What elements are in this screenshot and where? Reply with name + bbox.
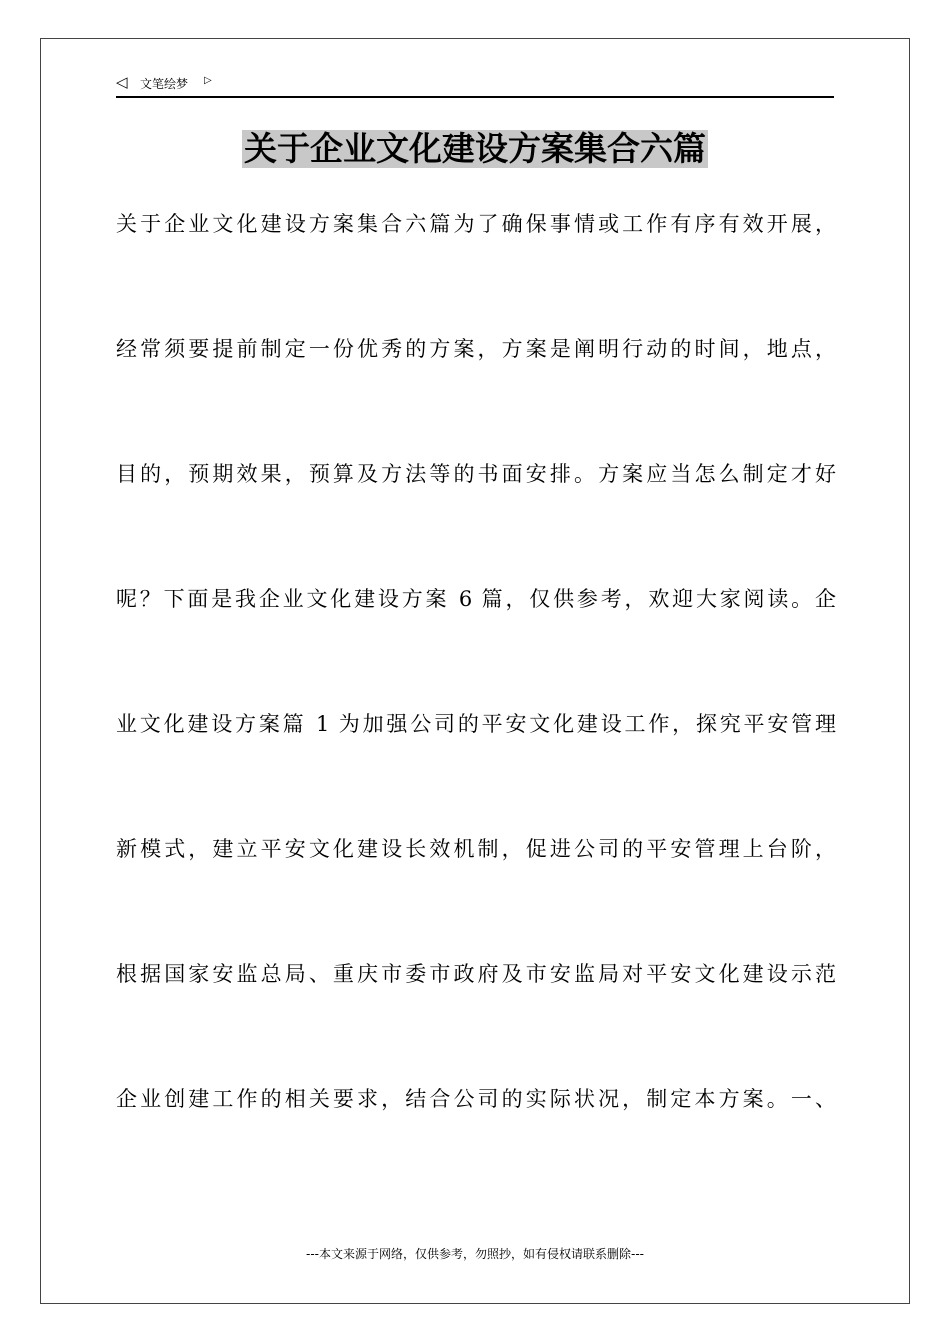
header-brand: 文笔绘梦: [140, 77, 189, 91]
page-footer: ---本文来源于网络，仅供参考，勿照抄，如有侵权请联系删除---: [306, 1247, 644, 1261]
right-triangle-icon: ▷: [204, 75, 212, 86]
body-line-7: 根据国家安监总局、重庆市委市政府及市安监局对平安文化建设示范: [116, 962, 836, 986]
document-title: 关于企业文化建设方案集合六篇: [244, 129, 706, 168]
body-line-4: 呢？下面是我企业文化建设方案 6 篇，仅供参考，欢迎大家阅读。企: [116, 587, 836, 611]
title-container: [0, 130, 950, 168]
body-line-1: 关于企业文化建设方案集合六篇为了确保事情或工作有序有效开展，: [116, 212, 836, 236]
page-header: [116, 70, 834, 98]
left-triangle-icon: ◁: [116, 73, 128, 91]
body-line-3: 目的，预期效果，预算及方法等的书面安排。方案应当怎么制定才好: [116, 462, 836, 486]
body-line-8: 企业创建工作的相关要求，结合公司的实际状况，制定本方案。一、: [116, 1087, 836, 1111]
body-line-2: 经常须要提前制定一份优秀的方案，方案是阐明行动的时间，地点，: [116, 337, 836, 361]
body-line-6: 新模式，建立平安文化建设长效机制，促进公司的平安管理上台阶，: [116, 837, 836, 861]
body-line-5: 业文化建设方案篇 1 为加强公司的平安文化建设工作，探究平安管理: [116, 712, 836, 736]
